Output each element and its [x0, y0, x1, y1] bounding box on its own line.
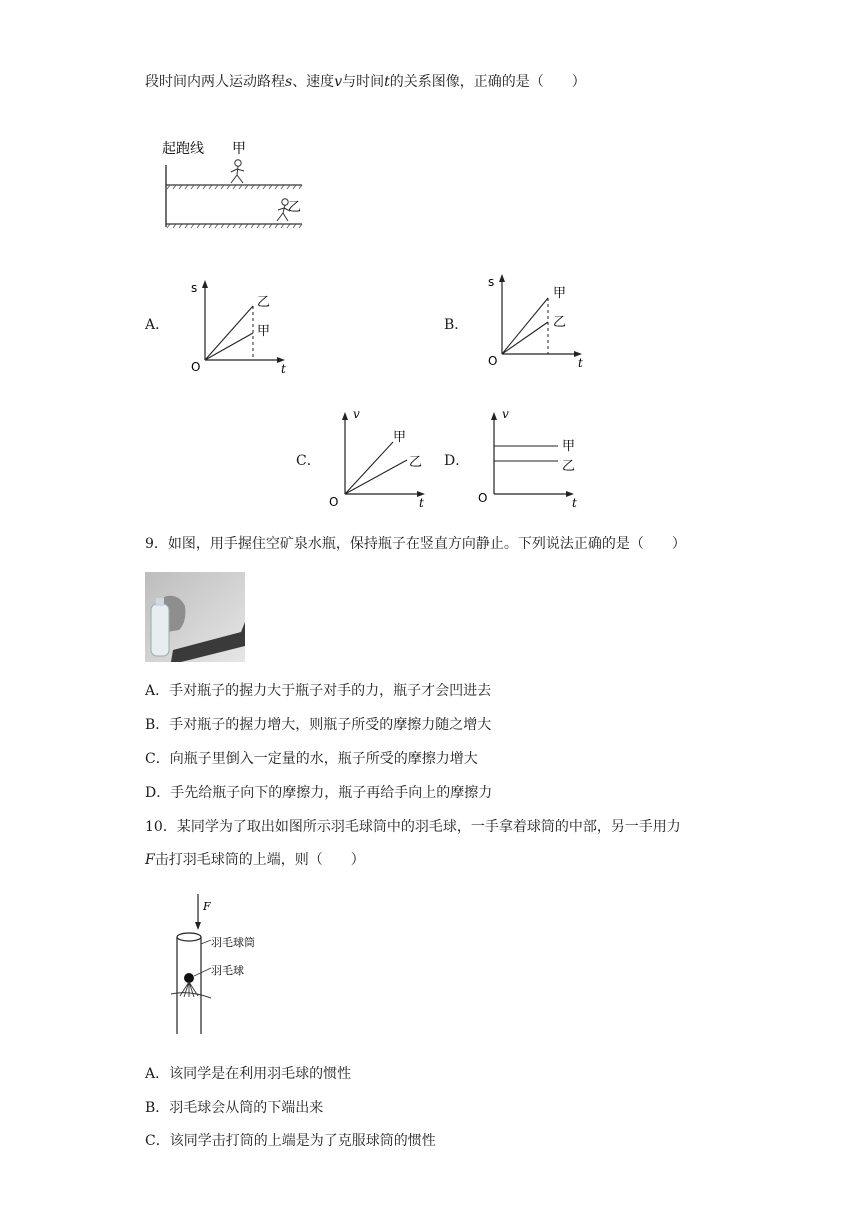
person-a-label: 甲 — [232, 141, 246, 157]
y-axis-arrow — [342, 412, 348, 420]
y-axis-label: s — [488, 275, 495, 289]
q10-option-a: A．该同学是在利用羽毛球的惯性 — [145, 1066, 352, 1082]
x-axis-label: t — [572, 496, 577, 508]
bottle-icon — [151, 604, 169, 656]
question-8-stem: 段时间内两人运动路程s、速度v与时间t的关系图像，正确的是（ ） — [145, 74, 586, 90]
question-10-stem-line-2: F击打羽毛球筒的上端，则（ ） — [145, 852, 365, 868]
question-9-stem: 9．如图，用手握住空矿泉水瓶，保持瓶子在竖直方向静止。下列说法正确的是（ ） — [145, 536, 686, 552]
x-axis-label: t — [578, 356, 583, 370]
question-10-stem-line-1: 10．某同学为了取出如图所示羽毛球筒中的羽毛球，一手拿着球筒的中部，另一手用力 — [145, 819, 681, 835]
upper-line — [205, 306, 253, 360]
tube-top — [177, 933, 201, 941]
ball-leader-line — [194, 968, 211, 976]
lower-line — [205, 333, 253, 360]
upper-line-label: 甲 — [562, 439, 576, 454]
q10-option-b: B．羽毛球会从筒的下端出来 — [145, 1100, 324, 1116]
x-axis-label: t — [419, 496, 424, 508]
person-b-label: 乙 — [288, 200, 302, 215]
lower-line-label: 乙 — [553, 315, 567, 330]
y-axis-label: v — [502, 407, 509, 421]
shuttlecock-tube-figure — [165, 894, 285, 1044]
y-axis-arrow — [499, 274, 505, 282]
y-axis-arrow — [491, 412, 497, 420]
track-hatching — [167, 185, 302, 228]
upper-line-label: 甲 — [393, 430, 407, 445]
q9-option-a: A．手对瓶子的握力大于瓶子对手的力，瓶子才会凹进去 — [145, 683, 492, 699]
origin-label: O — [488, 354, 498, 368]
option-c-graph — [325, 404, 435, 508]
y-axis-arrow — [202, 280, 208, 288]
tube-leader-line — [201, 940, 211, 944]
origin-label: O — [329, 495, 339, 508]
q9-option-b: B．手对瓶子的握力增大，则瓶子所受的摩擦力随之增大 — [145, 717, 492, 733]
x-axis-label: t — [281, 362, 286, 376]
option-a-graph — [185, 278, 295, 376]
q9-option-d: D．手先给瓶子向下的摩擦力，瓶子再给手向上的摩擦力 — [145, 785, 493, 801]
shuttlecock-ball-icon — [184, 973, 194, 983]
lower-line — [345, 460, 407, 494]
lower-line-label: 乙 — [409, 455, 423, 470]
ball-label: 羽毛球 — [211, 964, 244, 977]
running-track-figure — [160, 135, 310, 235]
origin-label: O — [191, 360, 201, 374]
y-axis-label: v — [353, 407, 360, 421]
option-d-letter: D． — [444, 453, 470, 469]
bottle-photo — [145, 572, 245, 662]
runner-b-icon — [277, 199, 290, 221]
option-b-graph — [482, 270, 592, 372]
origin-label: O — [478, 491, 488, 505]
force-label: F — [203, 900, 211, 913]
upper-line-label: 甲 — [553, 286, 567, 301]
upper-line-label: 乙 — [257, 295, 271, 310]
option-c-letter: C． — [296, 453, 321, 469]
start-line-label: 起跑线 — [162, 141, 204, 157]
option-d-graph — [474, 404, 584, 508]
lower-line-label: 甲 — [257, 324, 271, 339]
q9-option-c: C．向瓶子里倒入一定量的水，瓶子所受的摩擦力增大 — [145, 751, 478, 767]
force-arrowhead — [195, 922, 201, 930]
q10-option-c: C．该同学击打筒的上端是为了克服球筒的惯性 — [145, 1133, 436, 1149]
option-b-letter: B． — [444, 317, 469, 333]
runner-a-icon — [231, 160, 244, 183]
upper-line — [345, 442, 393, 494]
bottle-cap — [156, 598, 164, 606]
tube-label: 羽毛球筒 — [211, 936, 255, 949]
option-a-letter: A． — [145, 317, 170, 333]
y-axis-label: s — [191, 281, 198, 295]
upper-line — [502, 298, 548, 354]
shuttlecock-feathers — [180, 982, 198, 997]
lower-line-label: 乙 — [562, 459, 576, 474]
